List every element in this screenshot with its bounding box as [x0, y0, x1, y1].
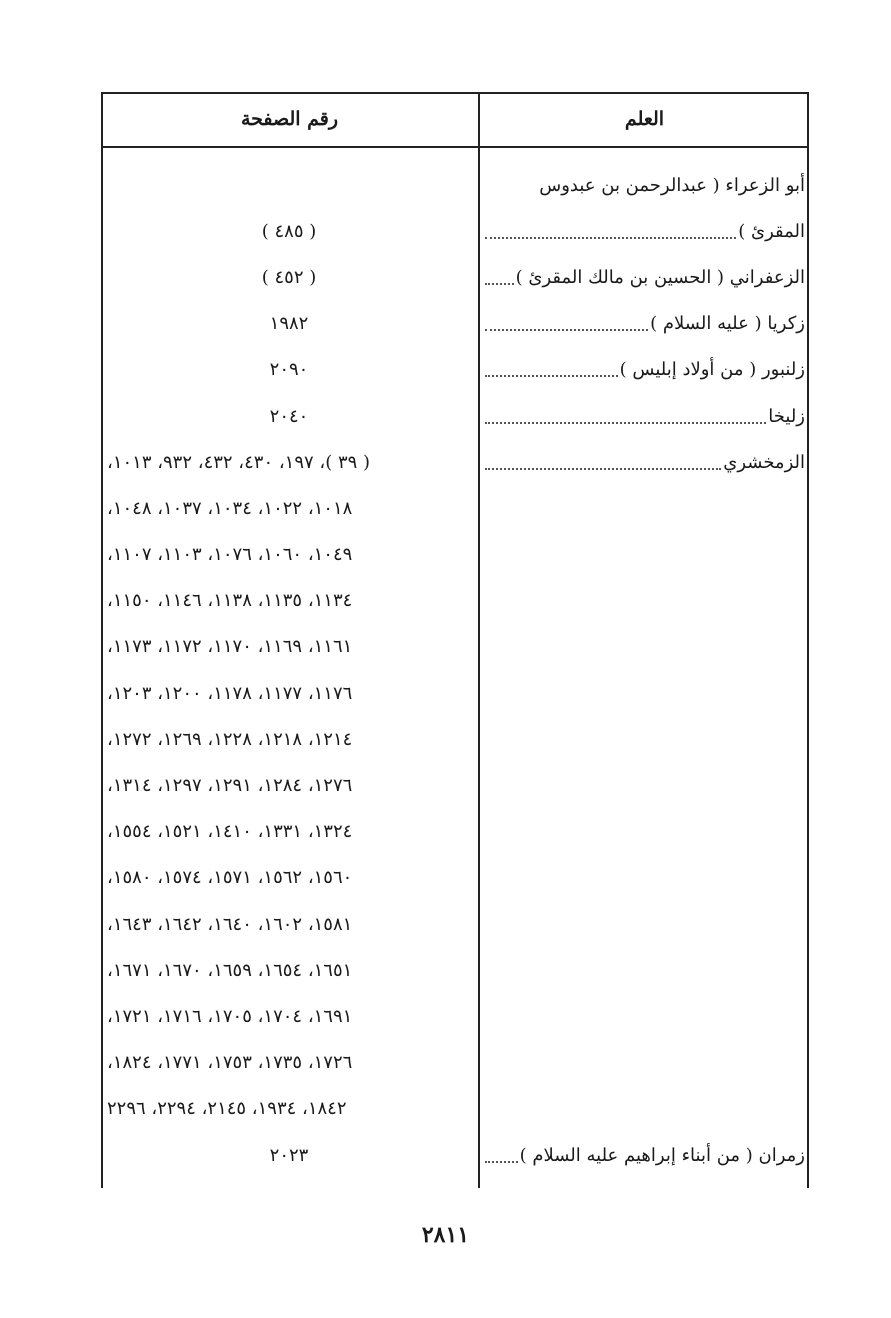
- entry-pages: ٢٠٩٠: [269, 359, 309, 381]
- index-row: [101, 762, 809, 808]
- entry-name-cell: [483, 162, 805, 208]
- leader-dots: [485, 236, 736, 239]
- entry-name-cell: [483, 624, 805, 670]
- entry-name-cell: [483, 393, 805, 439]
- entry-name: زلنبور ( من أولاد إبليس ): [619, 359, 805, 381]
- entry-name-cell: [483, 762, 805, 808]
- index-row: [101, 485, 809, 531]
- entry-name-cell: [483, 716, 805, 762]
- entry-name-cell: [483, 1040, 805, 1086]
- leader-dots: [485, 1160, 518, 1163]
- column-header-pages: رقم الصفحة: [240, 108, 339, 130]
- entry-name-cell: [483, 254, 805, 300]
- entry-name-cell: [483, 670, 805, 716]
- entry-name: الزمخشري: [723, 451, 805, 473]
- entry-pages: ٢٠٤٠: [269, 405, 309, 427]
- index-row: [101, 670, 809, 716]
- entry-pages: ١٦٥١، ١٦٥٤، ١٦٥٩، ١٦٧٠، ١٦٧١،: [107, 959, 353, 981]
- entry-pages: ١٠٤٩، ١٠٦٠، ١٠٧٦، ١١٠٣، ١١٠٧،: [107, 544, 353, 566]
- index-row: [101, 301, 809, 347]
- leader-dots: [485, 421, 766, 424]
- index-row: [101, 901, 809, 947]
- index-row: [101, 578, 809, 624]
- entry-pages: ١١٣٤، ١١٣٥، ١١٣٨، ١١٤٦، ١١٥٠،: [107, 590, 353, 612]
- entry-name-cell: [483, 901, 805, 947]
- entry-name: زليخا: [768, 405, 805, 427]
- page-number: ٢٨١١: [421, 1222, 470, 1248]
- index-row: [101, 162, 809, 208]
- entry-name: المقرئ ): [738, 220, 805, 242]
- entry-name: زكريا ( عليه السلام ): [650, 313, 805, 335]
- index-row: [101, 716, 809, 762]
- index-row: [101, 947, 809, 993]
- entry-name-cell: [483, 208, 805, 254]
- entry-pages: ١٠١٨، ١٠٢٢، ١٠٣٤، ١٠٣٧، ١٠٤٨،: [107, 497, 353, 519]
- entry-pages: ١٥٨١، ١٦٠٢، ١٦٤٠، ١٦٤٢، ١٦٤٣،: [107, 913, 353, 935]
- column-header-name: العلم: [624, 108, 665, 130]
- index-row: [101, 1132, 809, 1178]
- entry-name: أبو الزعراء ( عبدالرحمن بن عبدوس: [539, 174, 805, 196]
- index-rows: [101, 162, 809, 1178]
- entry-name-cell: [483, 1086, 805, 1132]
- index-row: [101, 208, 809, 254]
- entry-pages: [107, 162, 471, 208]
- leader-dots: [485, 328, 648, 331]
- entry-name-cell: [483, 855, 805, 901]
- entry-name-cell: [483, 809, 805, 855]
- index-row: [101, 993, 809, 1039]
- index-row: [101, 532, 809, 578]
- entry-pages: ٢٠٢٣: [269, 1144, 309, 1166]
- entry-name-cell: [483, 1132, 805, 1178]
- entry-name-cell: [483, 439, 805, 485]
- entry-name-cell: [483, 301, 805, 347]
- entry-pages: ١٩٨٢: [269, 313, 309, 335]
- entry-pages: ١١٧٦، ١١٧٧، ١١٧٨، ١٢٠٠، ١٢٠٣،: [107, 682, 353, 704]
- entry-pages: ١٨٤٢، ١٩٣٤، ٢١٤٥، ٢٢٩٤، ٢٢٩٦: [107, 1098, 347, 1120]
- entry-name: زمران ( من أبناء إبراهيم عليه السلام ): [519, 1144, 805, 1166]
- index-row: [101, 439, 809, 485]
- entry-name-cell: [483, 485, 805, 531]
- leader-dots: [485, 282, 514, 285]
- index-table: [101, 92, 809, 1188]
- entry-pages: ١٧٢٦، ١٧٣٥، ١٧٥٣، ١٧٧١، ١٨٢٤،: [107, 1052, 353, 1074]
- entry-pages: ( ٤٨٥ ): [261, 220, 317, 242]
- entry-name-cell: [483, 947, 805, 993]
- entry-pages: ١٢٧٦، ١٢٨٤، ١٢٩١، ١٢٩٧، ١٣١٤،: [107, 775, 353, 797]
- index-row: [101, 855, 809, 901]
- entry-pages: ( ٣٩ )، ١٩٧، ٤٣٠، ٤٣٢، ٩٣٢، ١٠١٣،: [107, 451, 371, 473]
- index-row: [101, 347, 809, 393]
- entry-pages: ١١٦١، ١١٦٩، ١١٧٠، ١١٧٢، ١١٧٣،: [107, 636, 353, 658]
- entry-pages: ( ٤٥٢ ): [261, 266, 317, 288]
- entry-pages: ١٥٦٠، ١٥٦٢، ١٥٧١، ١٥٧٤، ١٥٨٠،: [107, 867, 353, 889]
- index-row: [101, 809, 809, 855]
- leader-dots: [485, 374, 618, 377]
- index-row: [101, 1086, 809, 1132]
- index-row: [101, 254, 809, 300]
- index-row: [101, 1040, 809, 1086]
- entry-name-cell: [483, 532, 805, 578]
- header-bottom-border: [101, 146, 809, 148]
- entry-name-cell: [483, 347, 805, 393]
- entry-name-cell: [483, 578, 805, 624]
- entry-pages: ١٣٢٤، ١٣٣١، ١٤١٠، ١٥٢١، ١٥٥٤،: [107, 821, 353, 843]
- entry-name: الزعفراني ( الحسين بن مالك المقرئ ): [515, 266, 805, 288]
- index-row: [101, 624, 809, 670]
- index-row: [101, 393, 809, 439]
- entry-pages: ١٢١٤، ١٢١٨، ١٢٢٨، ١٢٦٩، ١٢٧٢،: [107, 728, 353, 750]
- entry-pages: ١٦٩١، ١٧٠٤، ١٧٠٥، ١٧١٦، ١٧٢١،: [107, 1005, 353, 1027]
- leader-dots: [485, 467, 721, 470]
- entry-name-cell: [483, 993, 805, 1039]
